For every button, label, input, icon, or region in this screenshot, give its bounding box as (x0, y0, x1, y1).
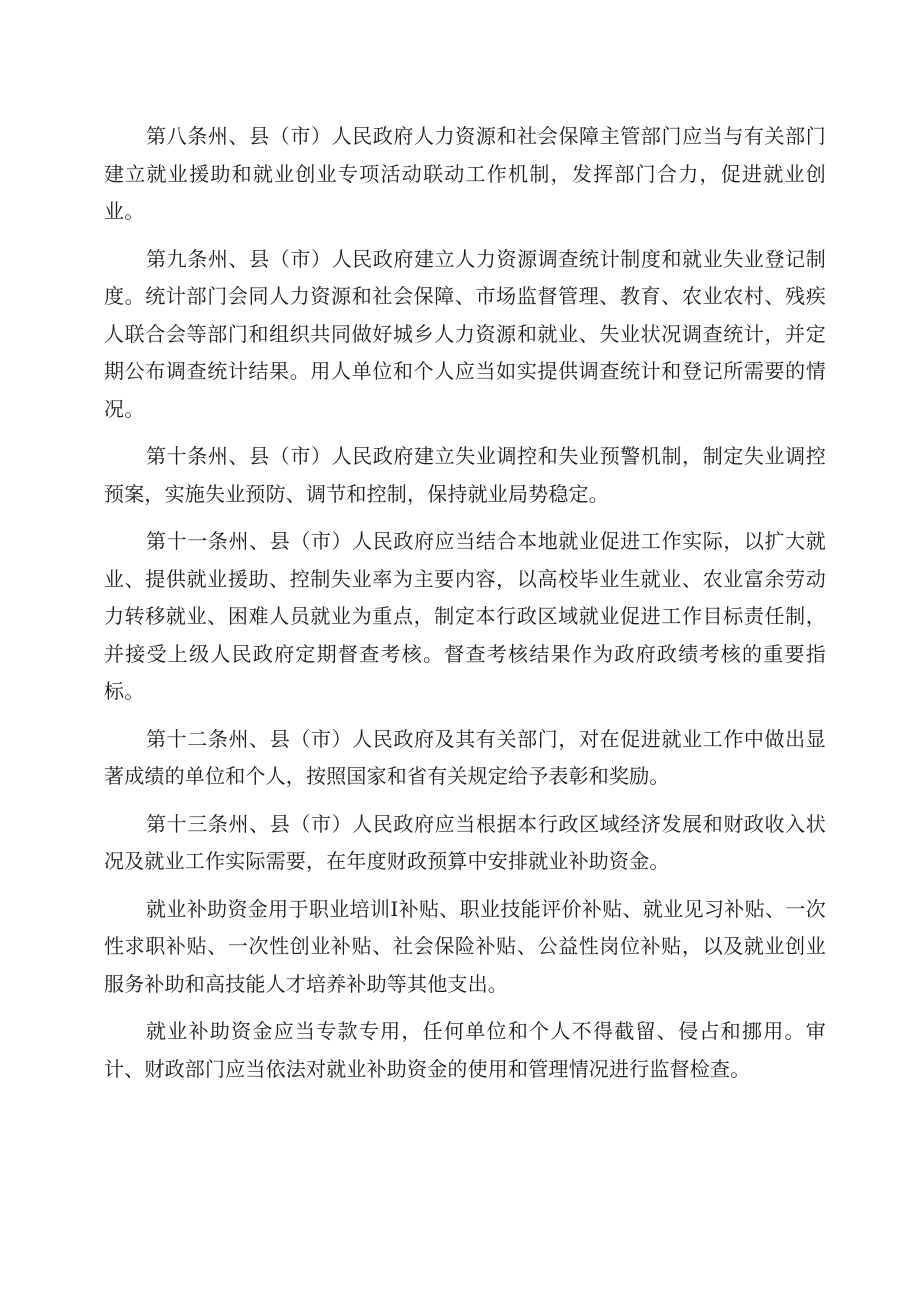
article-8-paragraph: 第八条州、县（市）人民政府人力资源和社会保障主管部门应当与有关部门建立就业援助和就业创业专项活动联动工作机制，发挥部门合力，促进就业创业。 (104, 124, 826, 223)
article-9-paragraph: 第九条州、县（市）人民政府建立人力资源调查统计制度和就业失业登记制度。统计部门会同人力资源和社会保障、市场监督管理、教育、农业农村、残疾人联合会等部门和组织共同做好城乡人力资源和就业、失业状况调查统计，并定期公布调查统计结果。用人单位和个人应当如实提供调查统计和登记所需要的情况。 (104, 246, 826, 421)
subsidy-supervision-paragraph: 就业补助资金应当专款专用，任何单位和个人不得截留、侵占和挪用。审计、财政部门应当依法对就业补助资金的使用和管理情况进行监督检查。 (104, 1019, 826, 1081)
article-13-paragraph: 第十三条州、县（市）人民政府应当根据本行政区域经济发展和财政收入状况及就业工作实际需要，在年度财政预算中安排就业补助资金。 (104, 811, 826, 873)
article-11-paragraph: 第十一条州、县（市）人民政府应当结合本地就业促进工作实际，以扩大就业、提供就业援助、控制失业率为主要内容，以高校毕业生就业、农业富余劳动力转移就业、困难人员就业为重点，制定本行政区域就业促进工作目标责任制，并接受上级人民政府定期督查考核。督查考核结果作为政府政绩考核的重要指标。 (104, 529, 826, 703)
article-12-paragraph: 第十二条州、县（市）人民政府及其有关部门，对在促进就业工作中做出显著成绩的单位和个人，按照国家和省有关规定给予表彰和奖励。 (104, 726, 826, 788)
document-page (104, 118, 826, 1098)
subsidy-usage-paragraph: 就业补助资金用于职业培训I补贴、职业技能评价补贴、就业见习补贴、一次性求职补贴、一次性创业补贴、社会保险补贴、公益性岗位补贴，以及就业创业服务补助和高技能人才培养补助等其他支出。 (104, 896, 826, 996)
article-10-paragraph: 第十条州、县（市）人民政府建立失业调控和失业预警机制，制定失业调控预案，实施失业预防、调节和控制，保持就业局势稳定。 (104, 444, 826, 506)
